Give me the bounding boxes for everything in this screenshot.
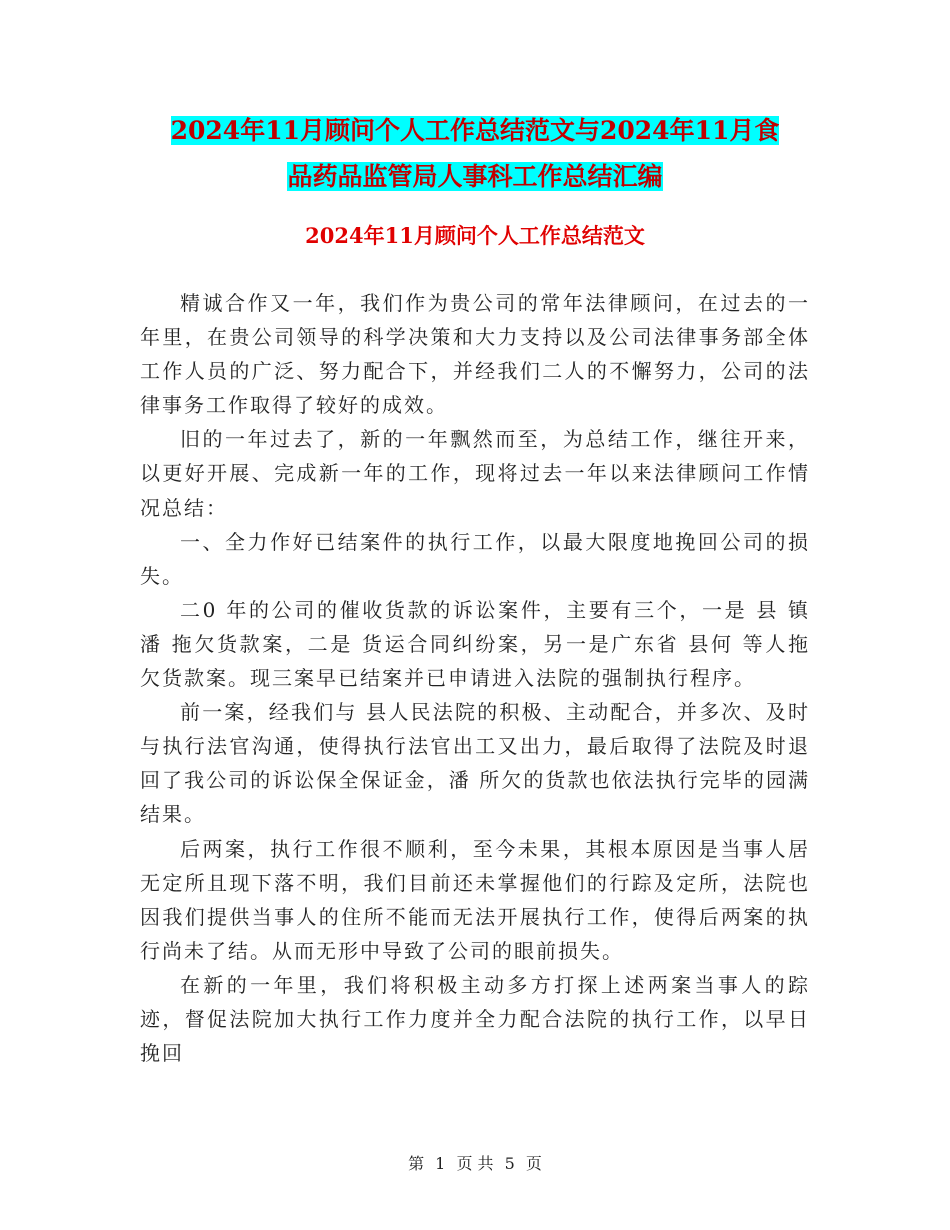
current-page-number: 1 — [435, 1154, 446, 1173]
paragraph: 一、全力作好已结案件的执行工作，以最大限度地挽回公司的损失。 — [140, 529, 810, 588]
paragraph: 二0 年的公司的催收货款的诉讼案件，主要有三个，一是 县 镇潘 拖欠货款案，二是 货运合同纠纷案，另一是广东省 县何 等人拖欠货款案。现三案早已结案并已申请进入法院的强制执行程序。 — [140, 597, 810, 691]
paragraph: 前一案，经我们与 县人民法院的积极、主动配合，并多次、及时与执行法官沟通，使得执行法官出工又出力，最后取得了法院及时退回了我公司的诉讼保全保证金，潘 所欠的货款也依法执行完毕的园满结果。 — [140, 700, 810, 827]
page-footer — [0, 1152, 950, 1176]
total-page-count: 5 — [504, 1154, 515, 1173]
document-body — [140, 286, 810, 1070]
page-label-prefix: 第 — [408, 1154, 425, 1173]
page-label-suffix: 页 — [525, 1154, 542, 1173]
page-label-middle: 页 共 — [456, 1154, 494, 1173]
document-title — [140, 108, 810, 200]
paragraph: 在新的一年里，我们将积极主动多方打探上述两案当事人的踪迹，督促法院加大执行工作力度并全力配合法院的执行工作，以早日挽回 — [140, 972, 810, 1066]
document-title-line-2: 品药品监管局人事科工作总结汇编 — [287, 162, 663, 191]
paragraph: 精诚合作又一年，我们作为贵公司的常年法律顾问，在过去的一年里，在贵公司领导的科学决策和大力支持以及公司法律事务部全体工作人员的广泛、努力配合下，并经我们二人的不懈努力，公司的法律事务工作取得了较好的成效。 — [140, 291, 810, 418]
section-title: 2024年11月顾问个人工作总结范文 — [305, 223, 645, 248]
paragraph: 后两案，执行工作很不顺利，至今未果，其根本原因是当事人居无定所且现下落不明，我们目前还未掌握他们的行踪及定所，法院也因我们提供当事人的住所不能而无法开展执行工作，使得后两案的执行尚未了结。从而无形中导致了公司的眼前损失。 — [140, 836, 810, 963]
document-title-line-1: 2024年11月顾问个人工作总结范文与2024年11月食 — [170, 116, 780, 145]
paragraph: 旧的一年过去了，新的一年飘然而至，为总结工作，继往开来，以更好开展、完成新一年的工作，现将过去一年以来法律顾问工作情况总结： — [140, 427, 810, 520]
